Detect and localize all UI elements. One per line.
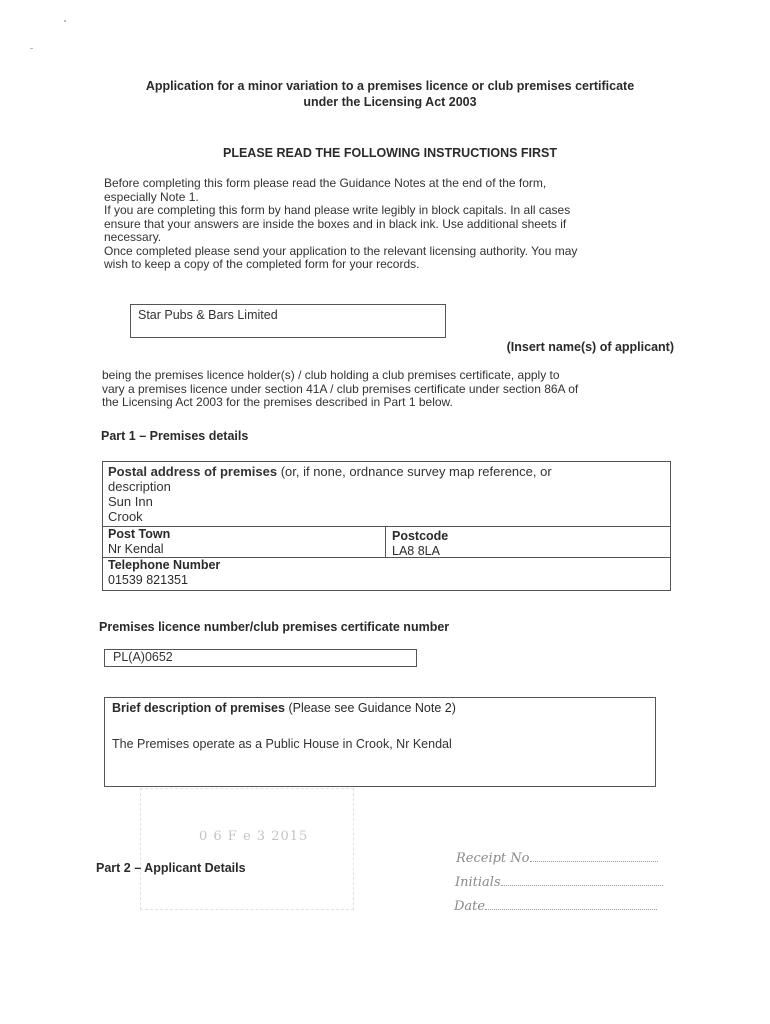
form-title — [100, 78, 680, 110]
premises-description-label-rest: (Please see Guidance Note 2) — [284, 701, 456, 715]
initials-label: Initials — [455, 875, 501, 890]
premises-address-cell[interactable] — [108, 464, 552, 524]
received-stamp-date: 0 6 F e 3 2015 — [199, 829, 309, 844]
applicant-name-caption: (Insert name(s) of applicant) — [506, 340, 674, 354]
premises-description-label — [112, 701, 456, 715]
postcode-cell[interactable] — [392, 529, 448, 559]
premises-description-field[interactable] — [104, 697, 656, 787]
date-label: Date — [454, 899, 486, 914]
licence-number-value: PL(A)0652 — [113, 650, 173, 664]
receipt-number-dots — [530, 851, 658, 862]
form-title-line2: under the Licensing Act 2003 — [303, 95, 477, 109]
instructions-line: Once completed please send your application to the relevant licensing authority. You may — [104, 243, 578, 258]
instructions-line: If you are completing this form by hand please write legibly in block capitals. In all cases — [104, 203, 571, 217]
premises-description-value: The Premises operate as a Public House in Crook, Nr Kendal — [112, 737, 452, 751]
instructions-line: Before completing this form please read the Guidance Notes at the end of the form, — [104, 176, 547, 190]
premises-address-label-rest: (or, if none, ordnance survey map reference, or — [277, 464, 552, 479]
declaration-text — [102, 369, 678, 410]
licence-number-label: Premises licence number/club premises certificate number — [99, 620, 450, 634]
declaration-line: vary a premises licence under section 41A / club premises certificate under section 86A of — [102, 381, 579, 396]
telephone-value: 01539 821351 — [108, 573, 188, 587]
applicant-name-value: Star Pubs & Bars Limited — [138, 308, 278, 322]
premises-description-label-bold: Brief description of premises — [112, 701, 285, 715]
date-line[interactable] — [454, 899, 657, 914]
declaration-line: the Licensing Act 2003 for the premises described in Part 1 below. — [102, 395, 453, 409]
postcode-label: Postcode — [392, 529, 449, 543]
telephone-cell[interactable] — [108, 558, 220, 588]
post-town-value: Nr Kendal — [108, 542, 164, 556]
date-dots — [485, 899, 657, 910]
instructions-line: wish to keep a copy of the completed form for your records. — [104, 257, 420, 271]
receipt-number-line[interactable] — [456, 851, 658, 866]
scan-mark — [64, 20, 66, 22]
table-divider — [385, 526, 386, 557]
receipt-number-label: Receipt No — [456, 851, 530, 866]
licence-number-field[interactable] — [104, 649, 417, 667]
post-town-cell[interactable] — [108, 527, 170, 557]
premises-address-label — [108, 464, 552, 479]
instructions-heading: PLEASE READ THE FOLLOWING INSTRUCTIONS FIRST — [222, 146, 558, 160]
instructions-line: especially Note 1. — [104, 189, 199, 204]
premises-address-line: Sun Inn — [108, 494, 153, 509]
premises-address-label-line2: description — [108, 479, 171, 494]
applicant-name-field[interactable] — [130, 304, 446, 338]
initials-dots — [501, 875, 663, 886]
instructions-text — [104, 177, 676, 272]
initials-line[interactable] — [455, 875, 663, 890]
received-stamp — [140, 788, 354, 910]
part2-heading: Part 2 – Applicant Details — [96, 861, 246, 875]
scan-mark — [30, 48, 33, 49]
premises-address-label-bold: Postal address of premises — [108, 464, 278, 479]
part1-heading: Part 1 – Premises details — [101, 429, 249, 443]
telephone-label: Telephone Number — [108, 558, 221, 572]
premises-address-line: Crook — [108, 509, 143, 524]
instructions-line: necessary. — [104, 230, 162, 244]
table-divider — [103, 526, 670, 527]
form-title-line1: Application for a minor variation to a premises licence or club premises certificate — [145, 79, 635, 93]
premises-details-table — [102, 461, 671, 591]
instructions-line: ensure that your answers are inside the boxes and in black ink. Use additional sheets if — [104, 216, 567, 231]
post-town-label: Post Town — [108, 527, 171, 541]
declaration-line: being the premises licence holder(s) / club holding a club premises certificate, apply to — [102, 368, 560, 382]
postcode-value: LA8 8LA — [392, 544, 440, 558]
